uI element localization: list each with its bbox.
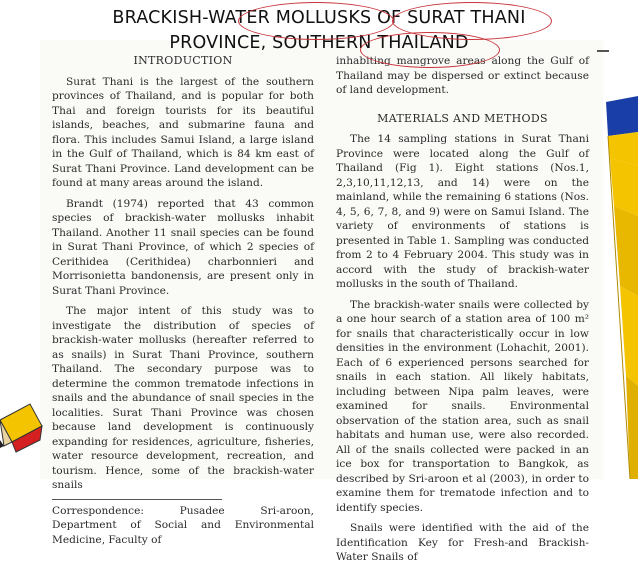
methods-paragraph-3: Snails were identified with the aid of the Identification Key for Fresh-and Brackish-Water Snails of xyxy=(336,522,589,563)
paper-right-column xyxy=(336,54,589,571)
intro-paragraph-2: Brandt (1974) reported that 43 common species of brackish-water mollusks inhabit Thailand. Another 11 snail species can be found in Surat Thani Province, of which 2 species of Cerithidea (Cerithidea) charbonnieri and Morrisonietta bandonensis, are present only in Surat Thani Province. xyxy=(52,197,314,297)
paper-left-column xyxy=(52,54,314,553)
section-heading-materials-methods: MATERIALS AND METHODS xyxy=(377,111,548,125)
methods-paragraph-2: The brackish-water snails were collected by a one hour search of a station area of 100 m² for snails that characteristically occur in low densities in the environment (Lohachit, 2001). Each of 6 experienced persons searched for snails in each station. All likely habitats, including between Nipa palm leaves, were examined for snails. Environmental observation of the station area, such as snail habitats and human use, were also recorded. All of the snails collected were packed in an ice box for transportation to Bangkok, as described by Sri-aroon et al (2003), in order to examine them for trematode infection and to identify species. xyxy=(336,298,589,514)
intro-continued-text: inhabiting mangrove areas along the Gulf of Thailand may be dispersed or extinct because of land development. xyxy=(336,55,589,96)
footnote-rule xyxy=(52,499,222,500)
pencil-decoration-icon xyxy=(598,96,638,479)
slide-title-line-2: PROVINCE, SOUTHERN THAILAND xyxy=(169,33,469,53)
slide-title-line-1: BRACKISH-WATER MOLLUSKS OF SURAT THANI xyxy=(112,8,526,28)
section-heading-introduction: INTRODUCTION xyxy=(133,54,233,67)
pencil-tip-icon xyxy=(0,400,44,460)
paper-scan xyxy=(40,40,603,563)
methods-paragraph-1: The 14 sampling stations in Surat Thani Province were located along the Gulf of Thailand (Fig 1). Eight stations (Nos.1, 2,3,10,11,12,13, and 14) were on the mainland, while the remaining 6 stations (Nos. 4, 5, 6, 7, 8, and 9) were on Samui Island. The variety of environments of stations is presented in Table 1. Sampling was conducted from 2 to 4 February 2004. This study was in accord with the study of brackish-water mollusks in the south of Thailand. xyxy=(336,133,589,290)
intro-paragraph-1: Surat Thani is the largest of the southern provinces of Thailand, and is popular for both Thai and foreign tourists for its beautiful islands, beaches, and submarine fauna and flora. This includes Samui Island, a large island in the Gulf of Thailand, which is 84 km east of Surat Thani Province. Land development can be found at many areas around the island. xyxy=(52,75,314,189)
slide-title xyxy=(0,6,638,56)
intro-paragraph-3: The major intent of this study was to investigate the distribution of species of brackish-water mollusks (hereafter referred to as snails) in Surat Thani Province, southern Thailand. The secondary purpose was to determine the common trematode infections in snails and the abundance of snail species in the localities. Surat Thani Province was chosen because land development is continuously expanding for residences, agriculture, fisheries, water resource development, recreation, and tourism. Hence, some of the brackish-water snails xyxy=(52,305,314,491)
correspondence-note: Correspondence: Pusadee Sri-aroon, Department of Social and Environmental Medicine, Faculty of xyxy=(52,504,314,546)
